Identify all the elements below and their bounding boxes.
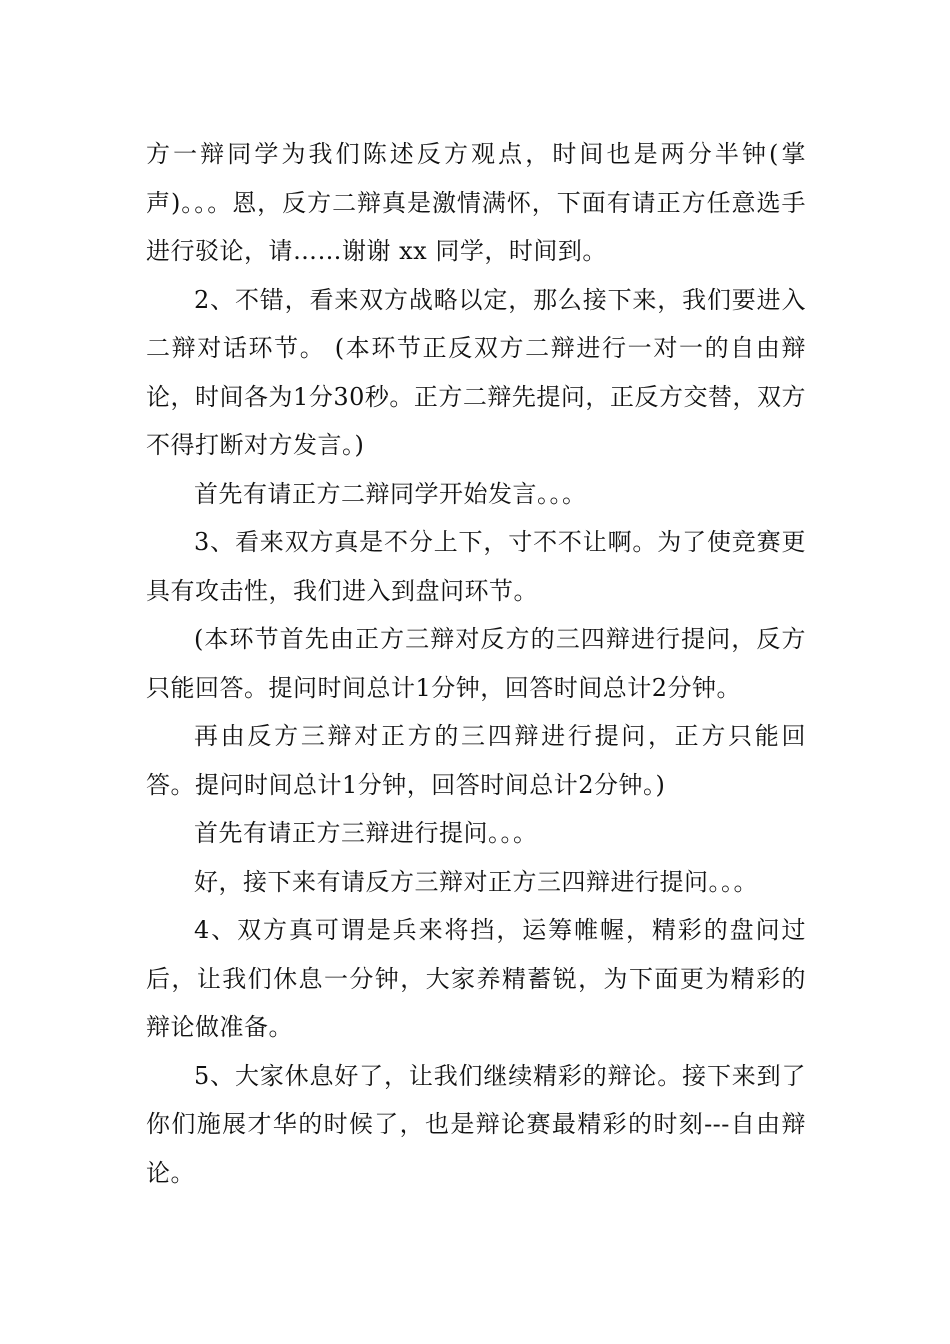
document-body bbox=[146, 130, 806, 1197]
paragraph-3-rules-affirmative: (本环节首先由正方三辩对反方的三四辩进行提问，反方只能回答。提问时间总计1分钟，回答时间总计2分钟。 bbox=[146, 625, 806, 702]
paragraph-3-rules-negative: 再由反方三辩对正方的三四辩进行提问，正方只能回答。提问时间总计1分钟，回答时间总计2分钟。) bbox=[146, 722, 806, 799]
paragraph-3-affirmative-question: 首先有请正方三辩进行提问。。。 bbox=[194, 819, 538, 847]
paragraph-2-opening: 首先有请正方二辩同学开始发言。。。 bbox=[194, 479, 587, 508]
paragraph-2: 2、不错，看来双方战略以定，那么接下来，我们要进入二辩对话环节。 (本环节正反双方二辩进行一对一的自由辩论，时间各为1分30秒。正方二辩先提问，正反方交替，双方不得打断对方发言。) bbox=[146, 285, 806, 459]
paragraph-3: 3、看来双方真是不分上下，寸不不让啊。为了使竞赛更具有攻击性，我们进入到盘问环节。 bbox=[146, 528, 806, 605]
paragraph-continued: 方一辩同学为我们陈述反方观点，时间也是两分半钟(掌声)。。。恩，反方二辩真是激情满怀，下面有请正方任意选手进行驳论，请……谢谢 xx 同学，时间到。 bbox=[146, 140, 806, 265]
paragraph-5: 5、大家休息好了，让我们继续精彩的辩论。接下来到了你们施展才华的时候了，也是辩论赛最精彩的时刻---自由辩论。 bbox=[146, 1061, 806, 1187]
paragraph-3-negative-question: 好，接下来有请反方三辩对正方三四辩进行提问。。。 bbox=[194, 867, 758, 896]
paragraph-4: 4、双方真可谓是兵来将挡，运筹帷幄，精彩的盘问过后，让我们休息一分钟，大家养精蓄锐，为下面更为精彩的辩论做准备。 bbox=[146, 916, 806, 1041]
